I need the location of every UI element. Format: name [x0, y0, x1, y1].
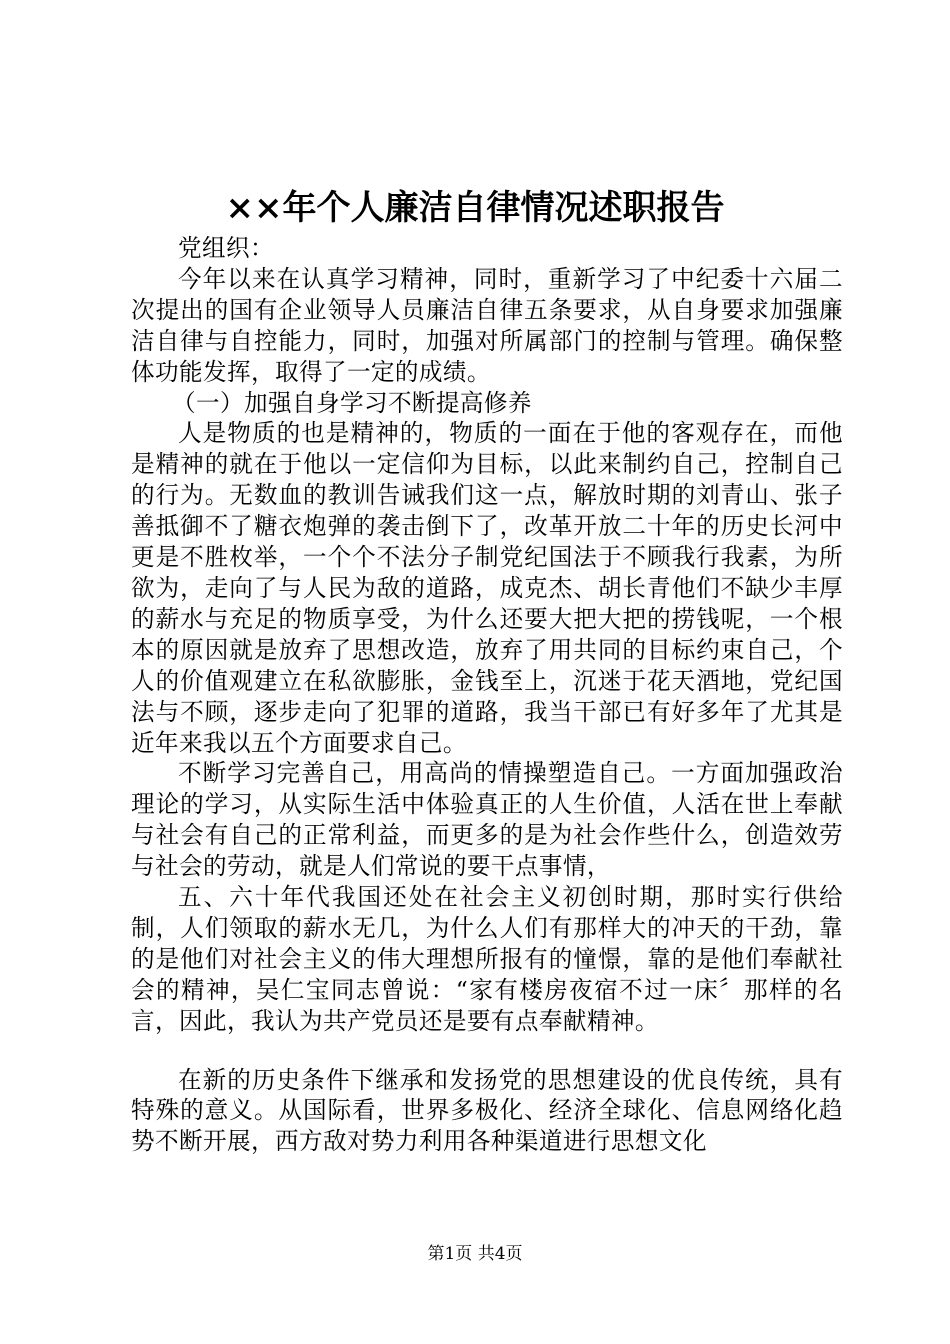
- section-heading: （一）加强自身学习不断提高修养: [172, 388, 532, 417]
- paragraph-body: 五、六十年代我国还处在社会主义初创时期，那时实行供给制，人们领取的薪水无几，为什么人们有那样大的冲天的干劲，靠的是他们对社会主义的伟大理想所报有的憧憬，靠的是他们奉献社会的精神，吴仁宝同志曾说：“家有楼房夜宿不过一床〞那样的名言，因此，我认为共产党员还是要有点奉献精神。: [131, 883, 843, 1035]
- page-footer: 第1页 共4页: [427, 1244, 523, 1264]
- paragraph-body: 不断学习完善自己，用高尚的情操塑造自己。一方面加强政治理论的学习，从实际生活中体验真正的人生价值，人活在世上奉献与社会有自己的正常利益，而更多的是为社会作些什么，创造效劳与社会的劳动，就是人们常说的要干点事情，: [131, 759, 843, 881]
- paragraph-body: 人是物质的也是精神的，物质的一面在于他的客观存在，而他是精神的就在于他以一定信仰为目标，以此来制约自己，控制自己的行为。无数血的教训告诫我们这一点，解放时期的刘青山、张子善抵御不了糖衣炮弹的袭击倒下了，改革开放二十年的历史长河中更是不胜枚举，一个个不法分子制党纪国法于不顾我行我素，为所欲为，走向了与人民为敌的道路，成克杰、胡长青他们不缺少丰厚的薪水与充足的物质享受，为什么还要大把大把的捞钱呢，一个根本的原因就是放弃了思想改造，放弃了用共同的目标约束自己，个人的价值观建立在私欲膨胀，金钱至上，沉迷于花天酒地，党纪国法与不顾，逐步走向了犯罪的道路，我当干部已有好多年了尤其是近年来我以五个方面要求自己。: [131, 419, 843, 757]
- paragraph-intro: 今年以来在认真学习精神，同时，重新学习了中纪委十六届二次提出的国有企业领导人员廉洁自律五条要求，从自身要求加强廉洁自律与自控能力，同时，加强对所属部门的控制与管理。确保整体功能发挥，取得了一定的成绩。: [131, 264, 843, 386]
- salutation: 党组织：: [178, 234, 274, 262]
- document-title: ××年个人廉洁自律情况述职报告: [225, 188, 725, 228]
- document-body: [131, 233, 843, 1157]
- paragraph-body: 在新的历史条件下继承和发扬党的思想建设的优良传统，具有特殊的意义。从国际看，世界多极化、经济全球化、信息网络化趋势不断开展，西方敌对势力利用各种渠道进行思想文化: [131, 1065, 843, 1156]
